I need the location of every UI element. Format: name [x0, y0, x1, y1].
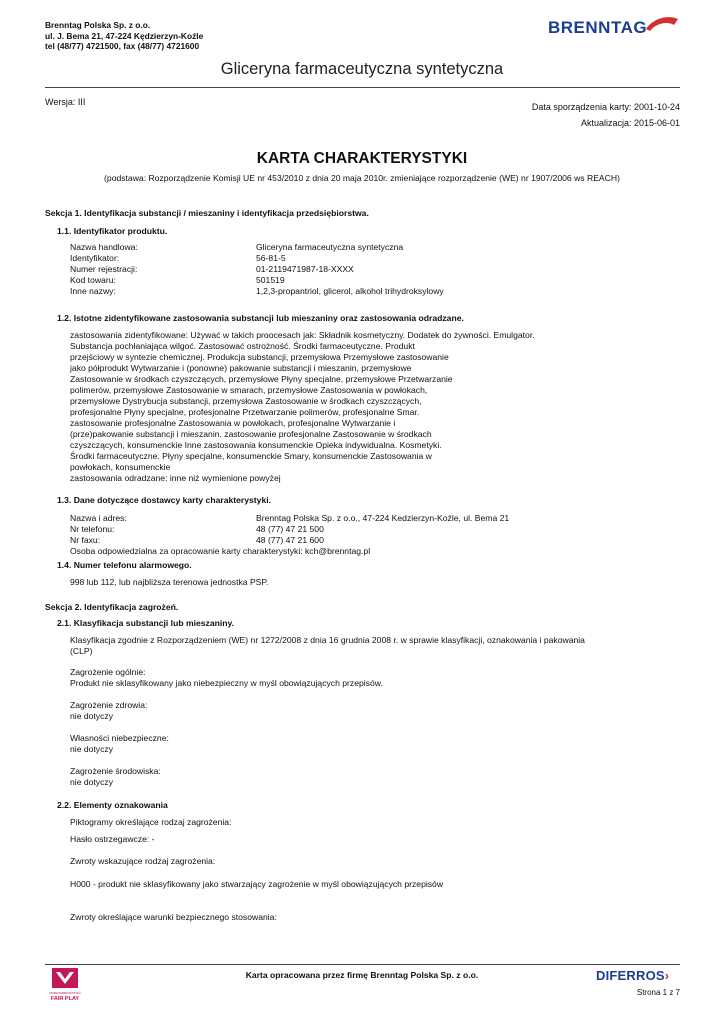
page-number: Strona 1 z 7 — [636, 988, 680, 997]
text-line: Substancja pochłaniająca wilgoć. Zastosować ostrożność. Środki farmaceutyczne. Produkt — [70, 341, 415, 351]
hazard-label: Zagrożenie ogólnie: — [70, 667, 146, 677]
text-line: zastosowania odradzane: inne niż wymienione powyżej — [70, 473, 281, 483]
kv-key: Inne nazwy: — [70, 286, 116, 296]
text-line: przemysłowe Dystrybucja substancji, przemysłowa Zastosowanie w środkach czyszczących, — [70, 396, 422, 406]
section-1-4-heading: 1.4. Numer telefonu alarmowego. — [57, 560, 192, 570]
kv-row — [70, 242, 444, 253]
section-1-heading: Sekcja 1. Identyfikacja substancji / mieszaniny i identyfikacja przedsiębiorstwa. — [45, 208, 369, 218]
kv-row — [70, 275, 444, 286]
version-label: Wersja: III — [45, 97, 86, 107]
hazard-label: Zagrożenie zdrowia: — [70, 700, 148, 710]
text-line: powłokach, konsumenckie — [70, 462, 171, 472]
text-line: jako półprodukt Wytwarzanie i (ponowne) pakowanie substancji i mieszanin, przemysłowe — [70, 363, 412, 373]
h-phrase: H000 - produkt nie sklasyfikowany jako stwarzający zagrożenie w myśl obowiązujących przepisów — [70, 879, 444, 889]
kv-key: Nr faxu: — [70, 535, 101, 545]
responsible-person: Osoba odpowiedzialna za opracowanie karty charakterystyki: kch@brenntag.pl — [70, 546, 371, 556]
company-line: Brenntag Polska Sp. z o.o. — [45, 20, 151, 30]
kv-key: Nr telefonu: — [70, 524, 115, 534]
kv-row — [70, 253, 444, 264]
section-1-2-heading: 1.2. Istotne zidentyfikowane zastosowania substancji lub mieszaniny oraz zastosowania odradzane. — [57, 313, 464, 323]
hazard-value: nie dotyczy — [70, 777, 113, 787]
signal-word: Hasło ostrzegawcze: - — [70, 834, 155, 844]
section-2-heading: Sekcja 2. Identyfikacja zagrożeń. — [45, 602, 179, 612]
kv-value: 48 (77) 47 21 600 — [256, 535, 324, 545]
hazard-properties — [70, 733, 682, 755]
diferros-chevron-icon: › — [664, 968, 670, 983]
company-line: ul. J. Bema 21, 47-224 Kędzierzyn-Koźle — [45, 30, 204, 41]
document-title: KARTA CHARAKTERYSTYKI — [256, 150, 468, 167]
kv-row — [70, 535, 509, 546]
text-line: polimerów, przemysłowe Zastosowanie w smarach, przemysłowe Zastosowania w powłokach, — [70, 385, 428, 395]
hazard-value: nie dotyczy — [70, 711, 113, 721]
fair-play-small: PRZEDSIĘBIORSTWO — [49, 991, 81, 995]
kv-key: Kod towaru: — [70, 275, 116, 285]
company-line: tel (48/77) 4721500, fax (48/77) 4721600 — [45, 41, 200, 51]
document-basis: (podstawa: Rozporządzenie Komisji UE nr 453/2010 z dnia 20 maja 2010r. zmieniające rozporządzenie (WE) nr 1907/2006 ws REACH) — [104, 173, 620, 183]
text-line: (CLP) — [70, 646, 93, 656]
kv-row — [70, 286, 444, 297]
product-identifier-table — [70, 242, 444, 297]
kv-value: Gliceryna farmaceutyczna syntetyczna — [256, 242, 404, 252]
header-divider — [45, 87, 680, 88]
kv-value: Brenntag Polska Sp. z o.o., 47-224 Kedzierzyn-Koźle, ul. Bema 21 — [256, 513, 510, 523]
section-1-3-heading: 1.3. Dane dotyczące dostawcy karty charakterystyki. — [57, 495, 272, 505]
text-line: Środki farmaceutyczne. Płyny specjalne, konsumenckie Smary, konsumenckie Zastosowania w — [70, 451, 432, 461]
section-1-1-heading: 1.1. Identyfikator produktu. — [57, 226, 168, 236]
section-2-1-heading: 2.1. Klasyfikacja substancji lub mieszaniny. — [57, 618, 235, 628]
date-updated: Aktualizacja: 2015-06-01 — [580, 118, 680, 128]
section-2-2-heading: 2.2. Elementy oznakowania — [57, 800, 168, 810]
hazard-label: Własności niebezpieczne: — [70, 733, 169, 743]
text-line: Zastosowanie w środkach czyszczących, przemysłowe Płyny specjalne, przemysłowe Przetwarzanie — [70, 374, 453, 384]
kv-row — [70, 524, 509, 535]
hazard-general — [70, 667, 682, 689]
dates-block — [532, 99, 680, 131]
kv-key: Nazwa i adres: — [70, 513, 127, 523]
product-title: Gliceryna farmaceutyczna syntetyczna — [220, 60, 504, 78]
date-created: Data sporządzenia karty: 2001-10-24 — [531, 102, 680, 112]
diferros-logo — [596, 968, 669, 983]
classification-text — [70, 635, 682, 657]
kv-key: Nazwa handlowa: — [70, 242, 138, 252]
p-phrases-label: Zwroty określające warunki bezpiecznego stosowania: — [70, 912, 277, 922]
supplier-table — [70, 513, 509, 557]
brenntag-logo — [548, 15, 680, 41]
logo-text: BRENNTAG — [548, 18, 648, 37]
kv-row — [70, 513, 509, 524]
h-phrases-label: Zwroty wskazujące rodzaj zagrożenia: — [70, 856, 216, 866]
hazard-environment — [70, 766, 682, 788]
fair-play-label: FAIR PLAY — [50, 996, 80, 1002]
kv-value: 01-2119471987-18-XXXX — [256, 264, 354, 274]
kv-row — [70, 264, 444, 275]
kv-value: 48 (77) 47 21 500 — [256, 524, 324, 534]
footer-divider — [45, 964, 680, 965]
company-address — [45, 20, 203, 52]
footer-text: Karta opracowana przez firmę Brenntag Polska Sp. z o.o. — [245, 970, 479, 980]
text-line: Klasyfikacja zgodnie z Rozporządzeniem (WE) nr 1272/2008 z dnia 16 grudnia 2008 r. w sprawie klasyfikacji, oznakowania i pakowania — [70, 635, 585, 645]
brenntag-swoosh-icon — [644, 15, 680, 35]
kv-value: 501519 — [256, 275, 285, 285]
text-line: zastosowania zidentyfikowane: Używać w takich proocesach jak: Składnik kosmetyczny. Dodatek do żywności. Emulgator. — [70, 330, 535, 340]
text-line: przejściowy w syntezie chemicznej. Produkcja substancji, przemysłowa Przemysłowe zastosowanie — [70, 352, 449, 362]
text-line: czyszczących, konsumenckie Inne zastosowania konsumenckie Opieka indywidualna. Kosmetyki. — [70, 440, 442, 450]
kv-value: 1,2,3-propantriol, glicerol, alkohol trihydroksylowy — [256, 286, 444, 296]
identified-uses-text — [70, 330, 682, 484]
emergency-phone-text: 998 lub 112, lub najbliższa terenowa jednostka PSP. — [70, 577, 269, 587]
text-line: zastosowanie profesjonalne Zastosowania w powłokach, profesjonalne Wytwarzanie i — [70, 418, 396, 428]
kv-key: Identyfikator: — [70, 253, 120, 263]
text-line: (prze)pakowanie substancji i mieszanin. zastosowanie profesjonalne Zastosowanie w środkach — [70, 429, 432, 439]
kv-key: Numer rejestracji: — [70, 264, 138, 274]
hazard-value: nie dotyczy — [70, 744, 113, 754]
text-line: profesjonalne Płyny specjalne, profesjonalne Przetwarzanie polimerów, profesjonalne Smar. — [70, 407, 420, 417]
hazard-value: Produkt nie sklasyfikowany jako niebezpieczny w myśl obowiązujących przepisów. — [70, 678, 383, 688]
pictograms-label: Piktogramy określające rodzaj zagrożenia: — [70, 817, 232, 827]
diferros-text: DIFERROS — [596, 968, 665, 983]
hazard-label: Zagrożenie środowiska: — [70, 766, 161, 776]
kv-value: 56-81-5 — [256, 253, 286, 263]
hazard-health — [70, 700, 682, 722]
